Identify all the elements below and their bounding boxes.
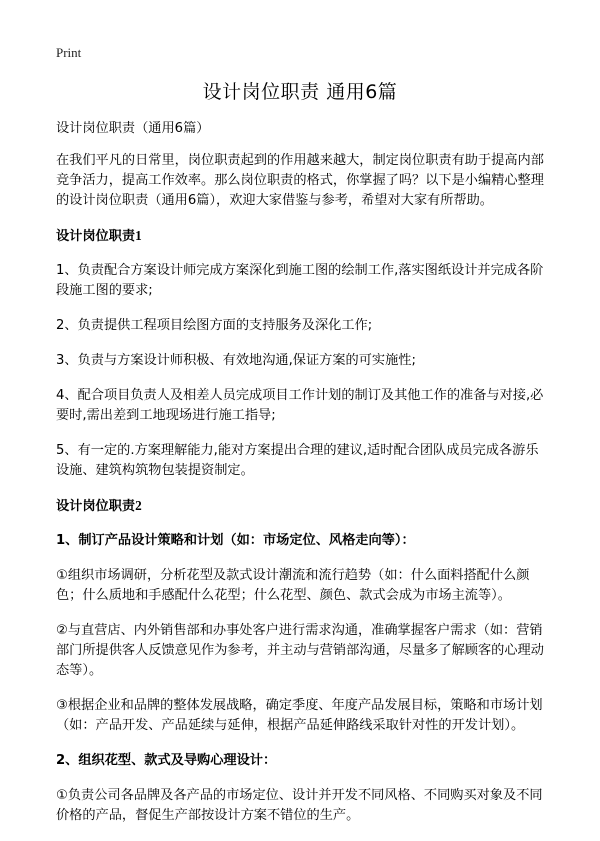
intro-paragraph: 在我们平凡的日常里，岗位职责起到的作用越来越大，制定岗位职责有助于提高内部竞争活力，提高工作效率。那么岗位职责的格式，你掌握了吗？以下是小编精心整理的设计岗位职责（通用6篇），欢迎大家借鉴与参考，希望对大家有所帮助。	[56, 153, 544, 208]
section-2-heading: 设计岗位职责2	[56, 498, 142, 513]
section-2-item: ②与直营店、内外销售部和办事处客户进行需求沟通，准确掌握客户需求（如：营销部门所提供客人反馈意见作为参考，并主动与营销部沟通，尽量多了解顾客的心理动态等）。	[56, 623, 544, 678]
document-subtitle: 设计岗位职责（通用6篇）	[56, 121, 210, 136]
section-2-subheading-2: 2、组织花型、款式及导购心理设计：	[56, 753, 277, 768]
document-title: 设计岗位职责 通用6篇	[202, 81, 398, 103]
print-link[interactable]: Print	[56, 45, 82, 60]
document-body	[56, 119, 550, 841]
section-2-item: ③根据企业和品牌的整体发展战略，确定季度、年度产品发展目标，策略和市场计划（如：产品开发、产品延续与延伸，根据产品延伸路线采取针对性的开发计划）。	[56, 698, 543, 733]
section-2-item: ①负责公司各品牌及各产品的市场定位、设计并开发不同风格、不同购买对象及不同价格的产品，督促生产部按设计方案不错位的生产。	[56, 788, 543, 823]
section-2-subheading-1: 1、制订产品设计策略和计划（如：市场定位、风格走向等）：	[56, 533, 415, 548]
section-1-heading: 设计岗位职责1	[56, 228, 142, 243]
section-1-item: 4、配合项目负责人及相差人员完成项目工作计划的制订及其他工作的准备与对接,必要时,需出差到工地现场进行施工指导;	[56, 388, 544, 423]
section-1-item: 3、负责与方案设计师积极、有效地沟通,保证方案的可实施性;	[56, 353, 416, 368]
section-1-item: 2、负责提供工程项目绘图方面的支持服务及深化工作;	[56, 318, 373, 333]
section-2-item: ①组织市场调研，分析花型及款式设计潮流和流行趋势（如：什么面料搭配什么颜色；什么质地和手感配什么花型；什么花型、颜色、款式会成为市场主流等）。	[56, 568, 530, 603]
section-1-item: 5、有一定的.方案理解能力,能对方案提出合理的建议,适时配合团队成员完成各游乐设施、建筑构筑物包装提资制定。	[56, 443, 539, 478]
section-1-item: 1、负责配合方案设计师完成方案深化到施工图的绘制工作,落实图纸设计并完成各阶段施工图的要求;	[56, 263, 544, 298]
